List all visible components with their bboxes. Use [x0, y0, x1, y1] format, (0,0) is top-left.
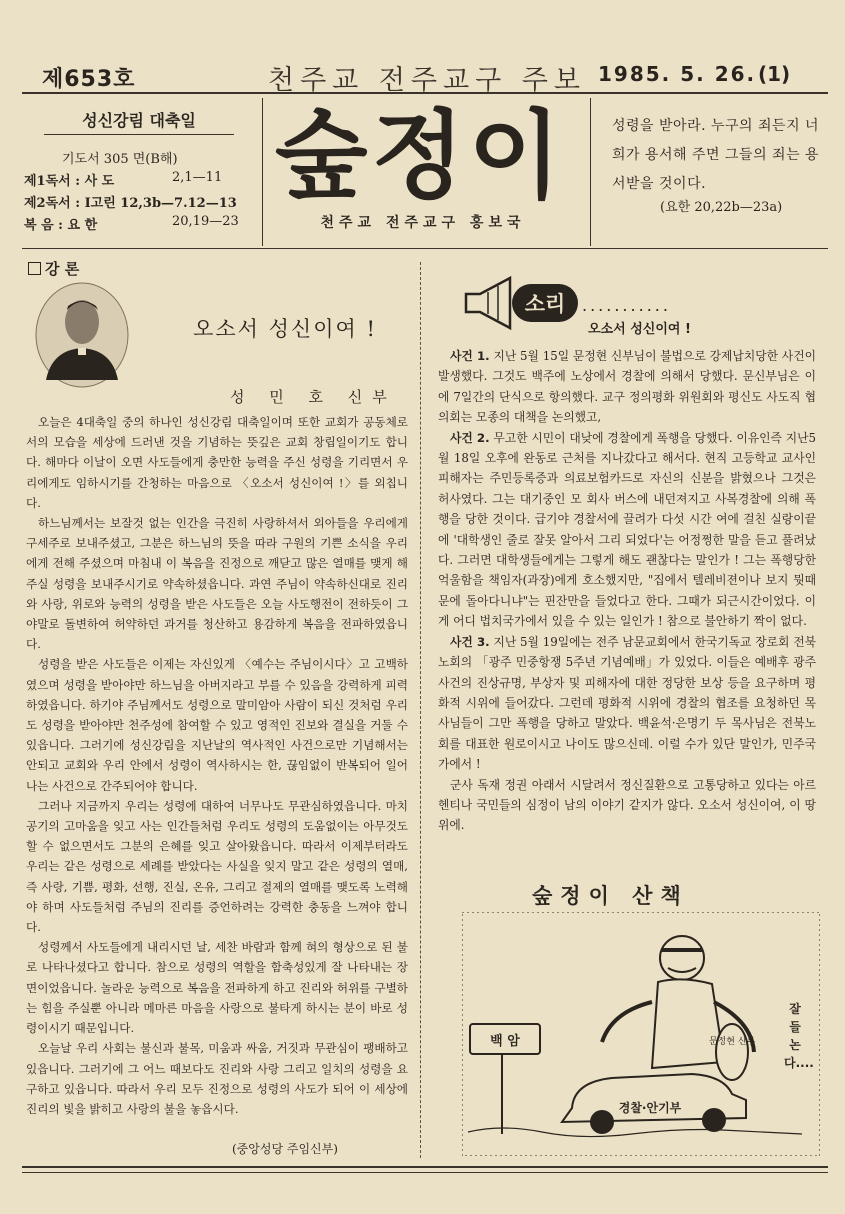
case-text: 군사 독재 정권 아래서 시달려서 정신질환으로 고통당하고 있다는 아르헨티나 국민들의 심정이 남의 이야기 같지가 않다. 오소서 성신이여, 이 땅위에. [438, 777, 816, 833]
sori-paragraph [438, 428, 816, 632]
case-label: 사건 1. [450, 349, 490, 363]
case-text: 지난 5월 19일에는 전주 남문교회에서 한국기독교 장로회 전북노회의 「광주 민중항쟁 5주년 기념예배」가 있었다. 이들은 예배후 광주사건의 진상규명, 부상자 및 피해자에 대한 정당한 보상 등을 요구하며 평화적 시위에 들어갔다. 그런데 평화적 시위에 경찰의 협조를 요청하던 목사님들이 그만 폭행을 당하고 말았다. 백윤석·은명기 두 목사님은 전북노회를 대표한 원로이시고 나이도 많으신데. 이럴 수가 있단 말인가, 민주국가에서 ! [438, 634, 816, 772]
cartoon-car-label: 경찰·안기부 [618, 1101, 682, 1115]
editorial-paragraph: 성령을 받은 사도들은 이제는 자신있게 〈예수는 주님이시다〉고 고백하였으며 성령을 받아야만 하느님을 아버지라고 부를 수 있음을 강력하게 피력하였읍니다. 하기야 주님께서도 성령으로 말미암아 사람이 되신 것처럼 우리도 성령을 받아야만 천주성에 참여할 수 있고 영적인 진보와 결실을 거둘 수 있읍니다. 그러기에 성신강림을 지난날의 역사적인 사건으로만 기념해서는 안되고 교회와 우리 안에서 성령이 역사하시는 한, 끊임없이 반복되어 일어나는 사건으로 간주되어야 합니다. [26, 657, 408, 793]
liturgy-box [22, 98, 254, 238]
scripture-quote: 성령을 받아라. 누구의 죄든지 너희가 용서해 주면 그들의 죄는 용서받을 것이다. [612, 118, 820, 192]
masthead-rule [22, 248, 828, 249]
editorial-paragraph: 하느님께서는 보잘것 없는 인간을 극진히 사랑하셔서 외아들을 우리에게 구세주로 보내주셨고, 그분은 하느님의 뜻을 따라 구원의 기쁜 소식을 우리에게 전해 주셨으며 마침내 이 복음을 진정으로 깨닫고 많은 열매를 맺게 해주실 성령을 보내주시기로 약속하셨읍니다. 과연 주님이 약속하신대로 진리와 사랑, 위로와 능력의 성령을 받은 사도들은 오늘 사도행전이 전하듯이 그야말로 돌변하여 허약하던 과거를 청산하고 용감하게 복음을 전파하였읍니다. [26, 516, 408, 652]
megaphone-icon [462, 272, 582, 332]
editorial-paragraph: 성령께서 사도들에게 내리시던 날, 세찬 바람과 함께 혀의 형상으로 된 불로 나타나셨다고 합니다. 참으로 성령의 역할을 함축성있게 잘 나타내는 장면이었읍니다. 놀라운 능력으로 복음을 전파하게 하고 진리와 허위를 구별하는 힘을 주실뿐 아니라 메마른 마음을 사랑으로 불타게 하시는 분이 바로 성령이시기 때문입니다. [26, 940, 408, 1036]
cartoon-caption: 잘들논다.... [784, 1002, 814, 1070]
header-rule [22, 92, 828, 94]
case-label: 사건 3. [450, 634, 490, 649]
masthead-divider-right [590, 98, 591, 246]
page-number: (1) [758, 62, 791, 86]
sori-title: 오소서 성신이여 ! [588, 322, 691, 337]
cartoon-sign-label: 백 암 [490, 1034, 520, 1049]
editorial-body [26, 412, 408, 1119]
issue-date: 1985. 5. 26. [598, 62, 757, 86]
scripture-ref: (요한 20,22b—23a) [660, 200, 783, 215]
editorial-cartoon [462, 912, 820, 1156]
footer-rule [22, 1166, 828, 1168]
sori-paragraph [438, 775, 816, 836]
gospel-label: 복 음 : 요 한 [24, 218, 98, 233]
editorial-signature: (중앙성당 주임신부) [232, 1142, 338, 1156]
sori-body [438, 346, 816, 836]
footer-rule-thin [22, 1172, 828, 1173]
reading1-label: 제1독서 : 사 도 [24, 174, 115, 189]
publication-name: 천주교 전주교구 주보 [268, 65, 586, 96]
section-label [28, 258, 79, 279]
reading1-ref: 2,1—11 [172, 170, 223, 185]
checkbox-square-icon [28, 262, 41, 275]
issue-number: 제653호 [42, 67, 136, 92]
editorial-paragraph: 오늘날 우리 사회는 불신과 불목, 미움과 싸움, 거짓과 무관심이 팽배하고 있읍니다. 그러기에 그 어느 때보다도 진리와 사랑 그리고 일치의 성령을 요구하고 있읍니다. 따라서 우리 모두 진정으로 성령의 사도가 되어 이 세상에 진리의 빛을 밝히고 사랑의 불을 놓읍시다. [26, 1041, 408, 1116]
author-portrait [32, 280, 132, 390]
sori-dots: ........... [582, 296, 671, 315]
liturgy-title: 성신강림 대축일 [44, 108, 234, 135]
case-text: 지난 5월 15일 문정현 신부님이 불법으로 강제납치당한 사건이 발생했다. 그것도 백주에 노상에서 경찰에 의해서 당했다. 문신부님은 이에 7일간의 단식으로 항의했다. 교구 정의평화 위원회와 평신도 사도직 협의회는 모종의 대책을 논의했고, [438, 349, 816, 425]
masthead-title: 숲정이 [274, 100, 566, 212]
editorial-paragraph: 그러나 지금까지 우리는 성령에 대하여 너무나도 무관심하였읍니다. 마치 공기의 고마움을 잊고 사는 인간들처럼 우리도 성령의 도움없이는 아무것도 할 수 없으면서도 그분의 은혜를 잊고 살아왔읍니다. 따라서 이제부터라도 우리는 같은 성령으로 세례를 받았다는 사실을 잊지 말고 같은 성령의 열매, 즉 사랑, 기쁨, 평화, 선행, 진실, 온유, 그리고 절제의 열매를 맺도록 노력해야 하며 사도들처럼 주님의 진리를 증언하려는 강력한 충동을 느껴야 합니다. [26, 798, 408, 935]
gospel-ref: 20,19—23 [172, 214, 239, 229]
reading2-line: 제2독서 : Ⅰ고린 12,3b—7.12—13 [24, 196, 237, 211]
editorial-paragraph: 오늘은 4대축일 중의 하나인 성신강림 대축일이며 또한 교회가 공동체로서의 모습을 세상에 드러낸 것을 기념하는 뜻깊은 교회 창립일이기도 합니다. 해마다 이날이 오면 사도들에게 충만한 능력을 주신 성령을 기리면서 우리에게도 임하시기를 간청하는 마음으로 〈오소서 성신이여 !〉를 외칩니다. [26, 415, 408, 510]
prayerbook-ref: 기도서 305 면(B해) [62, 152, 178, 167]
sori-badge: 소리 [524, 292, 566, 316]
case-label: 사건 2. [450, 430, 490, 445]
cartoon-title: 숲정이 산책 [532, 883, 689, 908]
column-separator [420, 262, 421, 1158]
sori-paragraph [438, 346, 816, 428]
section-label-text: 강 론 [45, 260, 80, 278]
editorial-title: 오소서 성신이여 ! [193, 317, 377, 341]
sori-paragraph [438, 632, 816, 775]
case-text: 무고한 시민이 대낮에 경찰에게 폭행을 당했다. 이유인즉 지난5월 18일 오후에 완동로 근처를 지나갔다고 해서다. 현직 고등학교 교사인 피해자는 주민등록증과 의료보험카드로 자신의 신분을 밝혔으나 그것은 허사였다. 그는 대기중인 모 회사 버스에 내던져지고 사복경찰에 의해 폭행을 당한 것이다. 급기야 경찰서에 끌려가 다섯 시간 여에 걸친 실랑이끝에 '대학생인 줄로 잘못 알아서 그리 되었다'는 어정쩡한 말을 듣고 풀려났다. 그러면 대학생들에게는 그렇게 해도 괜찮다는 말인가 ! 그는 폭행당한 억울함을 책임자(과장)에게 호소했지만, "집에서 텔레비젼이나 보지 뭣때문에 돌아다니냐"는 핀잔만을 들었다고 한다. 그때가 되근시간이었다. 이게 어디 법치국가에서 있을 수 있는 일인가 ! 참으로 불안하기 짝이 없다. [438, 430, 817, 629]
editorial-author: 성 민 호 신부 [230, 388, 397, 406]
cartoon-person-label: 문정현 신부 [708, 1037, 756, 1047]
masthead-divider-left [262, 98, 263, 246]
masthead-subtitle: 천주교 전주교구 홍보국 [320, 215, 526, 231]
